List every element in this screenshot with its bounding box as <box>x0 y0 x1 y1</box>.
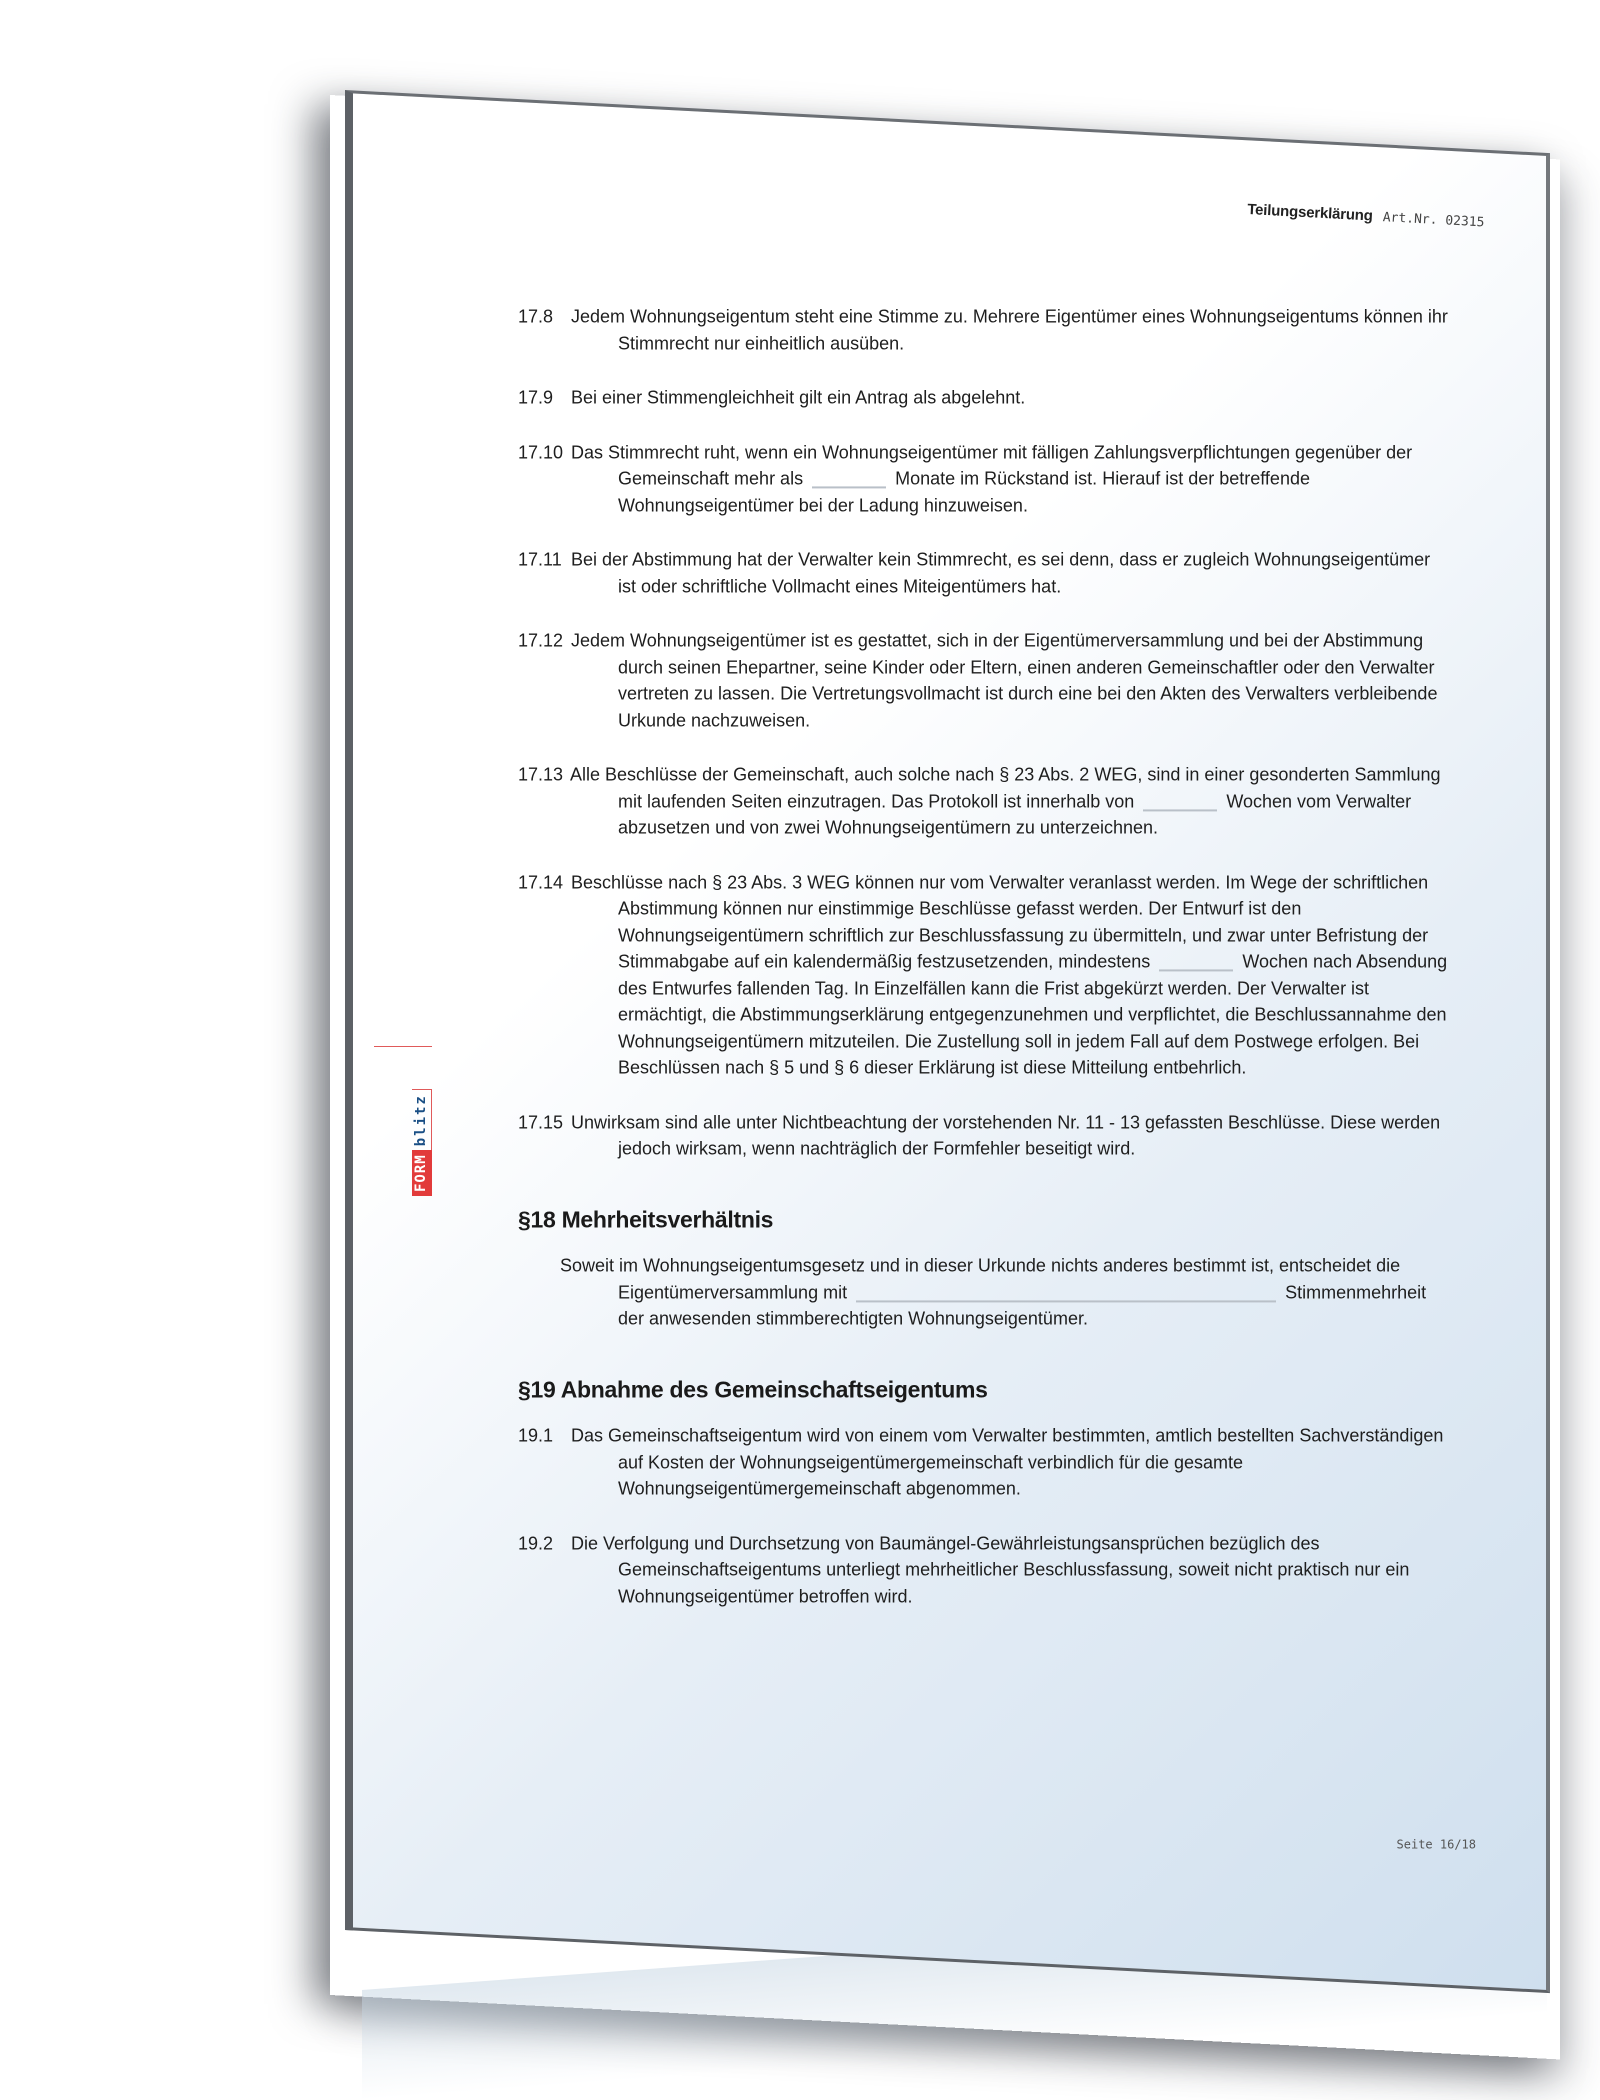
clause-text-before: Das Stimmrecht ruht, wenn ein Wohnungseigentümer mit fälligen Zahlungsverpflichtungen gegenüber der Gemeinschaft mehr als <box>571 441 1413 489</box>
document-body <box>518 303 1448 1637</box>
clause-text-after: Wochen vom Verwalter abzusetzen und von zwei Wohnungseigentümern zu unterzeichnen. <box>618 790 1412 838</box>
page-content <box>353 93 1546 1927</box>
clause-text: Bei einer Stimmengleichheit gilt ein Antrag als abgelehnt. <box>571 387 1026 408</box>
clause-17-12 <box>518 627 1448 733</box>
logo-blitz-text: blitz <box>412 1089 432 1150</box>
clause-text-before: Alle Beschlüsse der Gemeinschaft, auch solche nach § 23 Abs. 2 WEG, sind in einer gesonderten Sammlung mit laufenden Seiten einzutragen. Das Protokoll ist innerhalb von <box>570 764 1441 811</box>
clause-text: Bei der Abstimmung hat der Verwalter kein Stimmrecht, es sei denn, dass er zugleich Wohnungseigentümer ist oder schriftliche Vollmacht eines Miteigentümers hat. <box>571 549 1431 596</box>
document-header <box>1246 201 1484 230</box>
clause-text: Jedem Wohnungseigentum steht eine Stimme zu. Mehrere Eigentümer eines Wohnungseigentums können ihr Stimmrecht nur einheitlich ausüben. <box>571 306 1448 353</box>
logo-wordmark <box>412 1046 432 1196</box>
clause-number: 17.14 <box>518 871 564 892</box>
document-title: Teilungserklärung <box>1246 201 1373 225</box>
clause-19-1 <box>518 1422 1448 1502</box>
clause-17-15 <box>518 1109 1448 1162</box>
section-heading-19: §19 Abnahme des Gemeinschaftseigentums <box>518 1375 988 1402</box>
clause-number: 17.15 <box>518 1111 564 1132</box>
clause-19-2 <box>518 1530 1448 1610</box>
page-number: Seite 16/18 <box>1396 1837 1476 1852</box>
clause-17-11 <box>518 546 1448 599</box>
document-page <box>345 90 1550 1993</box>
clause-text: Das Gemeinschaftseigentum wird von einem vom Verwalter bestimmten, amtlich bestellten Sachverständigen auf Kosten der Wohnungseigentümergemeinschaft verbindlich für die gesamte Wohnungseigentümergemeinschaft abgenommen. <box>571 1425 1444 1499</box>
article-number: Art.Nr. 02315 <box>1381 210 1485 231</box>
paragraph-text-after: Stimmenmehrheit der anwesenden stimmberechtigten Wohnungseigentümer. <box>618 1281 1427 1329</box>
clause-text-after: Wochen nach Absendung des Entwurfes fallenden Tag. In Einzelfällen kann die Frist abgekürzt werden. Der Verwalter ist ermächtigt, die Abstimmungserklärung entgegenzunehmen und verpflichtet, die Beschlussannahme den Wohnungseigentümern mitzuteilen. Die Zustellung soll in jedem Fall auf dem Postwege erfolgen. Bei Beschlüssen nach § 5 und § 6 dieser Erklärung ist diese Mitteilung entbehrlich. <box>618 951 1448 1078</box>
clause-number: 17.10 <box>518 441 564 462</box>
clause-17-8 <box>518 303 1448 356</box>
section-heading-18: §18 Mehrheitsverhältnis <box>518 1205 774 1232</box>
section-18-paragraph <box>518 1252 1448 1332</box>
paragraph-text-before: Soweit im Wohnungseigentumsgesetz und in dieser Urkunde nichts anderes bestimmt ist, entscheidet die Eigentümerversammlung mit <box>560 1255 1401 1302</box>
clause-number: 19.2 <box>518 1532 554 1553</box>
clause-text-after: Monate im Rückstand ist. Hierauf ist der betreffende Wohnungseigentümer bei der Ladung hinzuweisen. <box>618 468 1310 515</box>
clause-text-before: Beschlüsse nach § 23 Abs. 3 WEG können nur vom Verwalter veranlasst werden. Im Wege der schriftlichen Abstimmung können nur einstimmige Beschlüsse gefasst werden. Der Entwurf ist den Wohnungseigentümern schriftlich zur Beschlussfassung zu übermitteln, und zwar unter Befristung der Stimmabgabe auf ein kalendermäßig festzusetzenden, mindestens <box>571 871 1429 972</box>
clause-text: Unwirksam sind alle unter Nichtbeachtung der vorstehenden Nr. 11 - 13 gefassten Beschlüsse. Diese werden jedoch wirksam, wenn nachträglich der Formfehler beseitigt wird. <box>571 1111 1441 1159</box>
fill-in-blank-majority[interactable] <box>856 1300 1276 1302</box>
formblitz-logo <box>412 1046 434 1196</box>
clause-number: 17.12 <box>518 630 564 651</box>
logo-form-text: FORM <box>412 1150 432 1196</box>
fill-in-blank-months[interactable] <box>812 486 886 488</box>
clause-17-10 <box>518 439 1448 518</box>
clause-text: Die Verfolgung und Durchsetzung von Baumängel-Gewährleistungsansprüchen bezüglich des Gemeinschaftseigentums unterliegt mehrheitlicher Beschlussfassung, soweit nicht praktisch nur ein Wohnungseigentümer betroffen wird. <box>571 1532 1410 1606</box>
fill-in-blank-weeks[interactable] <box>1159 969 1233 971</box>
clause-17-13 <box>518 761 1448 841</box>
clause-text: Jedem Wohnungseigentümer ist es gestattet, sich in der Eigentümerversammlung und bei der Abstimmung durch seinen Ehepartner, seine Kinder oder Eltern, einen anderen Gemeinschaftler oder den Verwalter vertreten zu lassen. Die Vertretungsvollmacht ist durch eine bei den Akten des Verwalters verbleibende Urkunde nachzuweisen. <box>571 630 1438 730</box>
clause-number: 17.13 <box>518 764 564 785</box>
fill-in-blank-weeks[interactable] <box>1143 809 1217 811</box>
clause-17-14 <box>518 869 1448 1081</box>
clause-number: 17.11 <box>518 549 562 570</box>
clause-number: 17.8 <box>518 306 554 327</box>
clause-17-9 <box>518 384 1448 411</box>
clause-number: 19.1 <box>518 1425 554 1446</box>
clause-number: 17.9 <box>518 387 554 408</box>
